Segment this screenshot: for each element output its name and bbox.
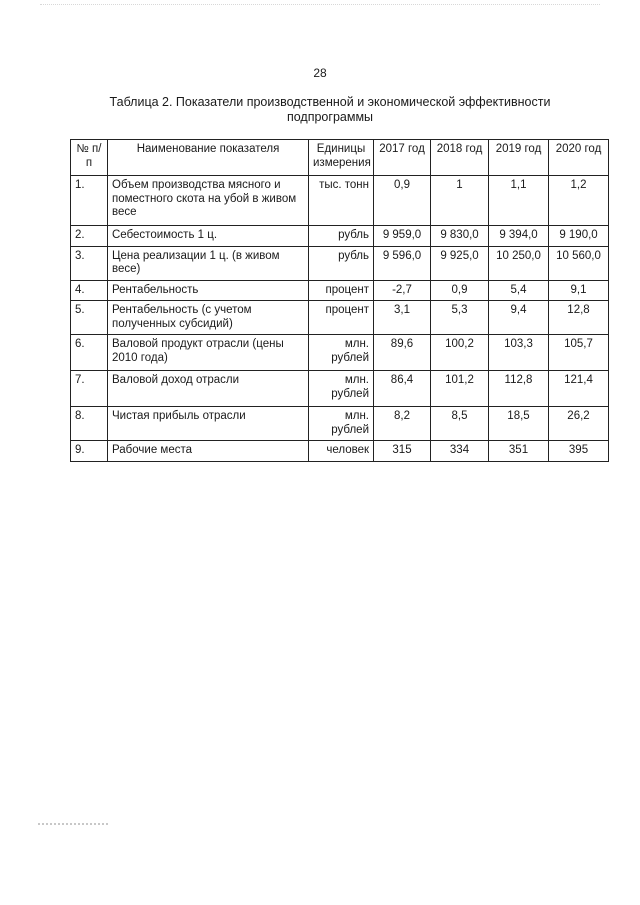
- value-2020: 26,2: [549, 407, 609, 441]
- table-row: [71, 441, 609, 462]
- value-2019: 112,8: [489, 371, 549, 407]
- indicator-unit: процент: [309, 301, 374, 335]
- indicator-unit: млн. рублей: [309, 335, 374, 371]
- value-2020: 121,4: [549, 371, 609, 407]
- value-2017: 86,4: [374, 371, 431, 407]
- row-number: 3.: [71, 246, 108, 280]
- table-row: [71, 226, 609, 247]
- value-2020: 395: [549, 441, 609, 462]
- value-2020: 10 560,0: [549, 246, 609, 280]
- table-row: [71, 371, 609, 407]
- value-2017: 9 596,0: [374, 246, 431, 280]
- value-2017: 8,2: [374, 407, 431, 441]
- header-name: Наименование показателя: [108, 140, 309, 176]
- value-2020: 9 190,0: [549, 226, 609, 247]
- header-2020: 2020 год: [549, 140, 609, 176]
- page-number: 28: [313, 66, 327, 80]
- scan-artifact-bottom: [38, 823, 108, 826]
- row-number: 9.: [71, 441, 108, 462]
- header-unit: Единицы измерения: [309, 140, 374, 176]
- row-number: 4.: [71, 280, 108, 301]
- value-2018: 334: [431, 441, 489, 462]
- value-2017: 0,9: [374, 176, 431, 226]
- value-2017: 89,6: [374, 335, 431, 371]
- value-2019: 18,5: [489, 407, 549, 441]
- table-row: [71, 335, 609, 371]
- value-2020: 105,7: [549, 335, 609, 371]
- table-caption-line2: подпрограммы: [286, 110, 374, 124]
- value-2018: 0,9: [431, 280, 489, 301]
- value-2019: 351: [489, 441, 549, 462]
- value-2020: 12,8: [549, 301, 609, 335]
- value-2017: 9 959,0: [374, 226, 431, 247]
- header-number: № п/п: [71, 140, 108, 176]
- scan-artifact-top: [40, 4, 600, 6]
- value-2018: 5,3: [431, 301, 489, 335]
- value-2017: 3,1: [374, 301, 431, 335]
- indicator-unit: рубль: [309, 226, 374, 247]
- indicators-table: [70, 139, 609, 462]
- indicator-name: Себестоимость 1 ц.: [108, 226, 309, 247]
- header-2017: 2017 год: [374, 140, 431, 176]
- header-2018: 2018 год: [431, 140, 489, 176]
- row-number: 8.: [71, 407, 108, 441]
- value-2017: -2,7: [374, 280, 431, 301]
- table-header-row: [71, 140, 609, 176]
- indicator-unit: человек: [309, 441, 374, 462]
- row-number: 5.: [71, 301, 108, 335]
- table-caption-line1: Таблица 2. Показатели производственной и экономической эффективности: [109, 95, 551, 109]
- indicator-name: Валовой доход отрасли: [108, 371, 309, 407]
- indicator-name: Объем производства мясного и поместного скота на убой в живом весе: [108, 176, 309, 226]
- value-2020: 9,1: [549, 280, 609, 301]
- value-2019: 9 394,0: [489, 226, 549, 247]
- value-2018: 101,2: [431, 371, 489, 407]
- row-number: 1.: [71, 176, 108, 226]
- table-row: [71, 176, 609, 226]
- value-2018: 1: [431, 176, 489, 226]
- indicator-unit: млн. рублей: [309, 407, 374, 441]
- indicator-name: Рабочие места: [108, 441, 309, 462]
- row-number: 2.: [71, 226, 108, 247]
- value-2019: 1,1: [489, 176, 549, 226]
- table-row: [71, 246, 609, 280]
- indicator-name: Рентабельность (с учетом полученных субсидий): [108, 301, 309, 335]
- indicator-name: Цена реализации 1 ц. (в живом весе): [108, 246, 309, 280]
- indicator-unit: тыс. тонн: [309, 176, 374, 226]
- header-2019: 2019 год: [489, 140, 549, 176]
- value-2018: 9 925,0: [431, 246, 489, 280]
- table-row: [71, 407, 609, 441]
- value-2017: 315: [374, 441, 431, 462]
- indicator-unit: процент: [309, 280, 374, 301]
- value-2018: 8,5: [431, 407, 489, 441]
- value-2018: 100,2: [431, 335, 489, 371]
- value-2020: 1,2: [549, 176, 609, 226]
- indicator-unit: млн. рублей: [309, 371, 374, 407]
- table-row: [71, 280, 609, 301]
- row-number: 7.: [71, 371, 108, 407]
- table-row: [71, 301, 609, 335]
- value-2019: 5,4: [489, 280, 549, 301]
- indicator-unit: рубль: [309, 246, 374, 280]
- indicator-name: Валовой продукт отрасли (цены 2010 года): [108, 335, 309, 371]
- value-2018: 9 830,0: [431, 226, 489, 247]
- row-number: 6.: [71, 335, 108, 371]
- table-caption: [100, 95, 560, 125]
- indicator-name: Чистая прибыль отрасли: [108, 407, 309, 441]
- value-2019: 10 250,0: [489, 246, 549, 280]
- value-2019: 103,3: [489, 335, 549, 371]
- indicator-name: Рентабельность: [108, 280, 309, 301]
- value-2019: 9,4: [489, 301, 549, 335]
